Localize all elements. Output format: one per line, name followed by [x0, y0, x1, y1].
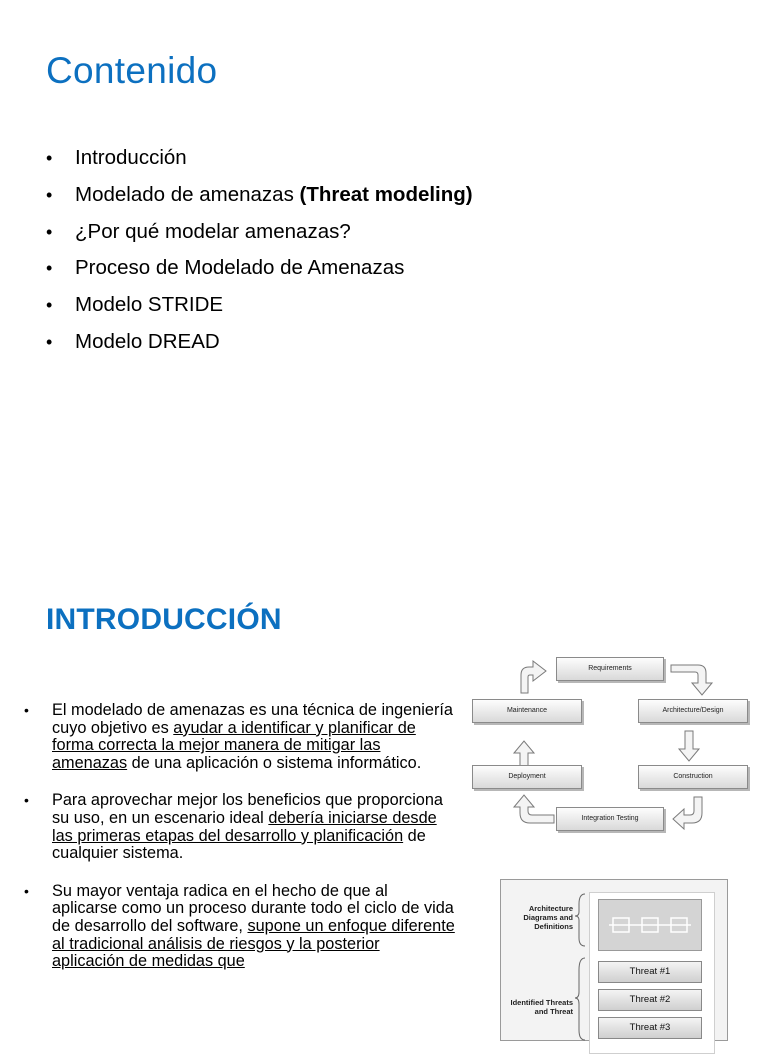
stage-integration-testing: Integration Testing — [556, 807, 664, 831]
arrow-down-icon — [679, 731, 699, 761]
list-item: • Modelado de amenazas (Threat modeling) — [46, 182, 473, 206]
architecture-diagram-icon — [599, 900, 701, 950]
paragraph-2: • Para aprovechar mejor los beneficios que proporciona su uso, en un escenario ideal debería iniciarse desde las primeras etapas del desarrollo y planificación de cualquier sistema. — [24, 791, 443, 863]
arrow-down-curve-icon — [671, 665, 712, 695]
stage-requirements: Requirements — [556, 657, 664, 681]
sdlc-cycle-diagram — [466, 657, 762, 835]
threat-box: Threat #2 — [598, 989, 702, 1011]
paragraph-3: • Su mayor ventaja radica en el hecho de que al aplicarse como un proceso durante todo el ciclo de vida de desarrollo del software, supone un enfoque diferente al tradicional análisis de riesgos y la posterior aplicación de medidas que — [24, 881, 455, 971]
threat-identification-diagram — [500, 879, 728, 1041]
intro-paragraphs — [24, 702, 456, 991]
threats-label: Identified Threats and Threat — [510, 998, 573, 1016]
stage-construction: Construction — [638, 765, 748, 789]
paragraph-1: • El modelado de amenazas es una técnica de ingeniería cuyo objetivo es ayudar a identificar y planificar de forma correcta la mejor manera de mitigar las amenazas de una aplicación o sistema informático. — [24, 701, 453, 772]
threat-box: Threat #1 — [598, 961, 702, 983]
threat-box: Threat #3 — [598, 1017, 702, 1039]
architecture-diagram-box — [598, 899, 702, 951]
slide-title: INTRODUCCIÓN — [46, 603, 282, 636]
arrow-curve-left-icon — [673, 797, 702, 829]
list-item: • Introducción — [46, 146, 187, 169]
arrow-curve-up-icon — [514, 795, 554, 823]
architecture-label: Architecture Diagrams and Definitions — [523, 904, 573, 931]
list-item: • Proceso de Modelado de Amenazas — [46, 256, 405, 280]
slide-title: Contenido — [46, 50, 218, 91]
stage-maintenance: Maintenance — [472, 699, 582, 723]
threat-column — [589, 892, 715, 1054]
slide-introduccion — [0, 575, 768, 1033]
list-item: • ¿Por qué modelar amenazas? — [46, 219, 351, 243]
arrow-up-curve-icon — [521, 661, 546, 693]
stage-deployment: Deployment — [472, 765, 582, 789]
list-item: • Modelo DREAD — [46, 329, 220, 353]
contents-list — [46, 140, 473, 361]
stage-architecture-design: Architecture/Design — [638, 699, 748, 723]
list-item: • Modelo STRIDE — [46, 293, 224, 317]
